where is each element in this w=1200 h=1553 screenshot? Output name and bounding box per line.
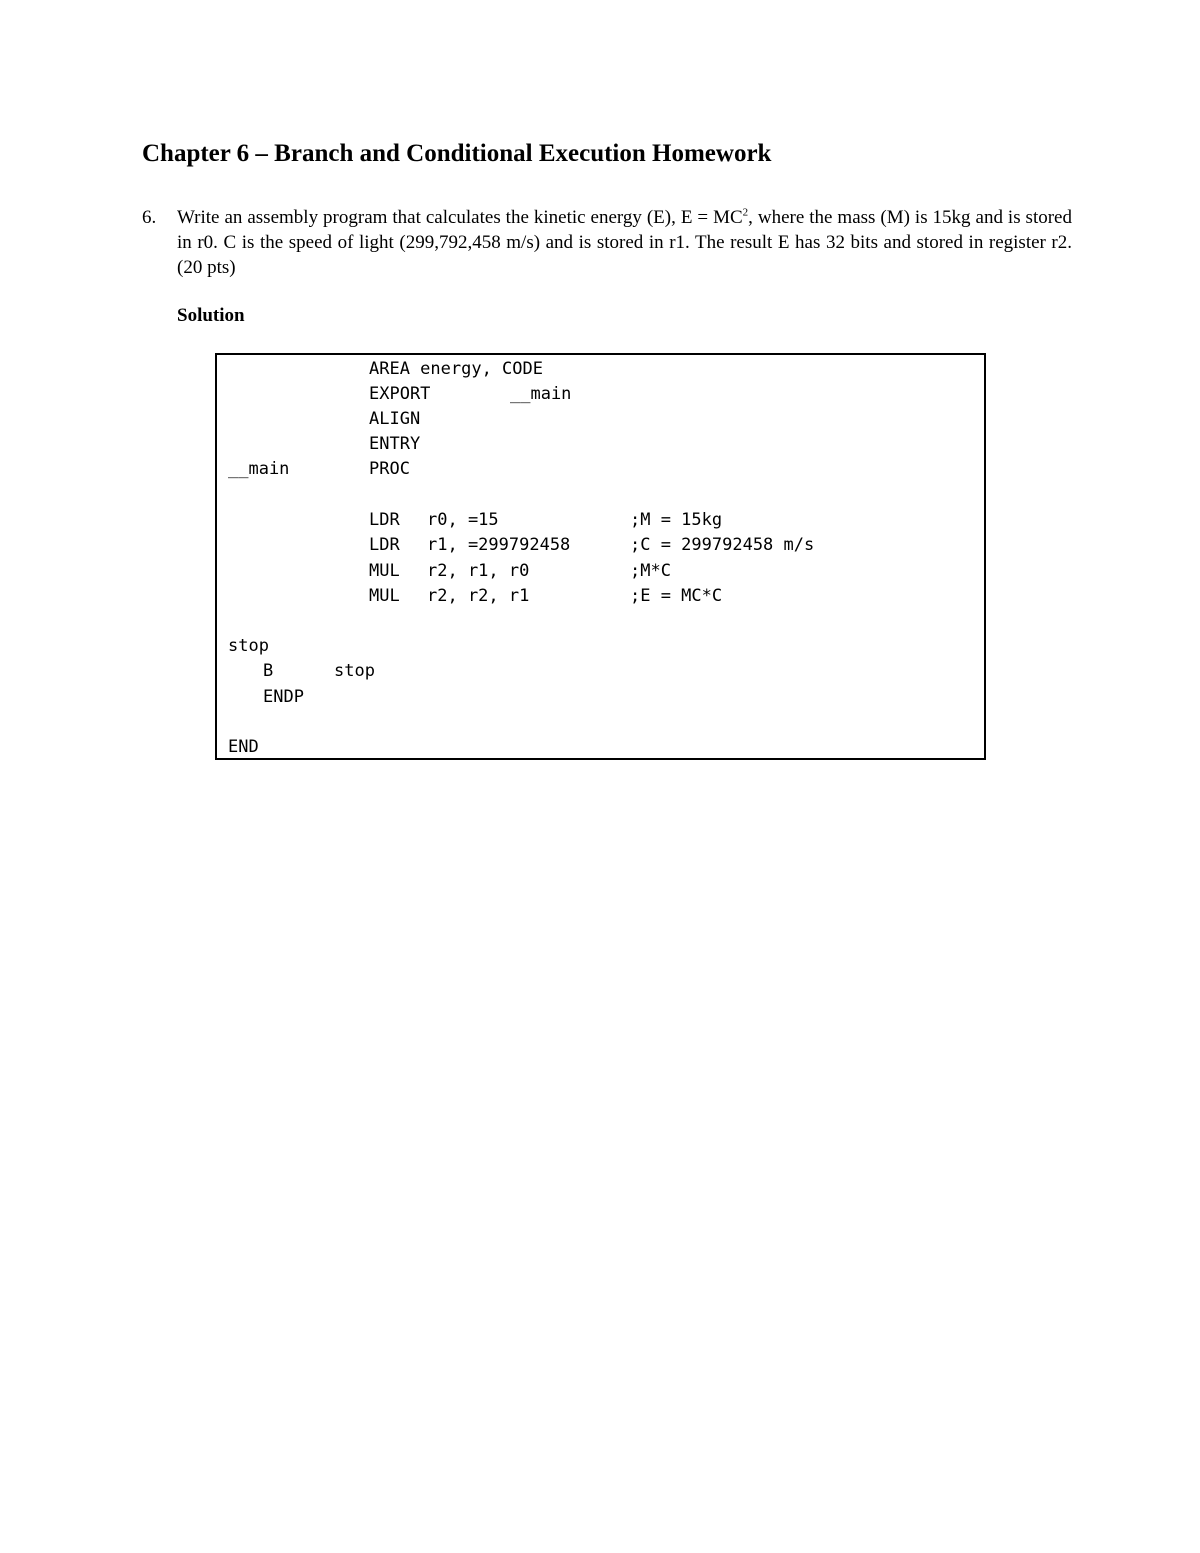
question-text [177, 205, 1072, 280]
code-entry-directive: ENTRY [369, 434, 421, 454]
question-text-before: Write an assembly program that calculates the kinetic energy (E), E = MC [177, 207, 743, 228]
code-branch-op: B [263, 661, 274, 681]
code-branch-target: stop [334, 661, 375, 681]
code-main-label: __main [228, 459, 290, 479]
code-end-directive: END [228, 737, 259, 757]
code-export-directive: EXPORT [369, 384, 431, 404]
code-listing [215, 353, 986, 760]
code-stop-label: stop [228, 636, 269, 656]
page-title: Chapter 6 – Branch and Conditional Execution Homework [142, 140, 772, 167]
code-proc-directive: PROC [369, 459, 410, 479]
code-instruction-comment: ;C = 299792458 m/s [630, 535, 815, 555]
code-instruction-args: r0, =15 [427, 510, 499, 530]
question-text-after: , where the mass (M) is 15kg and is stored in r0. C is the speed of light (299,792,458 m/s) and is stored in r1. The result E has 32 bits and stored in register r2. (20 pts) [177, 207, 1072, 278]
code-instruction-op: LDR [369, 535, 400, 555]
code-instruction-comment: ;E = MC*C [630, 586, 723, 606]
code-endp-directive: ENDP [263, 687, 304, 707]
code-align-directive: ALIGN [369, 409, 421, 429]
question-6 [142, 205, 1072, 280]
question-number: 6. [142, 207, 157, 228]
code-area-directive: AREA energy, CODE [369, 359, 543, 379]
code-instruction-op: MUL [369, 561, 400, 581]
code-instruction-args: r1, =299792458 [427, 535, 571, 555]
code-instruction-op: LDR [369, 510, 400, 530]
code-export-symbol: __main [510, 384, 572, 404]
code-instruction-comment: ;M = 15kg [630, 510, 723, 530]
code-instruction-op: MUL [369, 586, 400, 606]
solution-heading: Solution [177, 305, 245, 326]
code-instruction-args: r2, r2, r1 [427, 586, 530, 606]
superscript-two: 2 [742, 206, 749, 219]
code-instruction-comment: ;M*C [630, 561, 671, 581]
code-instruction-args: r2, r1, r0 [427, 561, 530, 581]
